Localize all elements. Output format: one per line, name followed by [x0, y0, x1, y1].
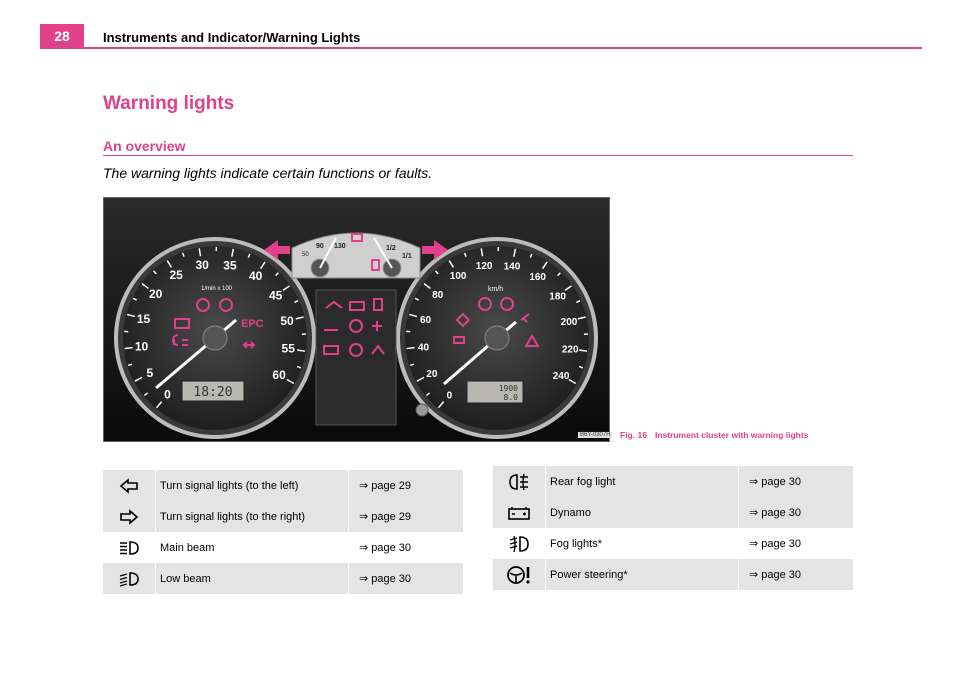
trip-reset-knob: [416, 404, 428, 416]
subsection-rule: [103, 155, 853, 156]
table-row: [103, 563, 463, 594]
tacho-scale-label: 0: [164, 387, 171, 402]
page-reference: ⇒ page 30: [739, 528, 854, 559]
table-row: [493, 528, 853, 559]
table-row: [493, 497, 853, 528]
subsection-title: An overview: [103, 138, 186, 154]
epc-light: EPC: [241, 318, 264, 330]
instrument-cluster-drawing: [104, 198, 609, 441]
battery-icon: [507, 505, 531, 521]
table-row: [103, 470, 463, 501]
turn-left-icon: [119, 478, 139, 494]
low-beam-icon: [118, 571, 140, 587]
page-number: 28: [40, 24, 84, 48]
table-row: [493, 466, 853, 497]
header-title: Instruments and Indicator/Warning Lights: [103, 30, 361, 45]
image-code: B6Y-0307H: [580, 432, 611, 438]
figure-caption: [620, 430, 808, 440]
page-reference: ⇒ page 29: [349, 470, 464, 501]
speedo-scale-label: 140: [503, 261, 521, 273]
speedo-tick: [407, 348, 415, 349]
speedo-scale-label: 0: [446, 390, 453, 402]
fuel-label-full: 1/1: [402, 253, 412, 260]
tacho-scale-label: 40: [248, 269, 263, 284]
speedo-unit: km/h: [488, 286, 504, 293]
page-reference: ⇒ page 30: [739, 497, 854, 528]
center-warning-panel: [316, 290, 396, 425]
section-title: Warning lights: [103, 93, 235, 114]
tacho-scale-label: 30: [195, 258, 209, 273]
figure-caption-text: Instrument cluster with warning lights: [654, 430, 809, 440]
temp-label-130: 130: [334, 243, 346, 250]
rear-fog-icon: [507, 473, 531, 491]
figure-label: Fig. 16: [620, 430, 647, 440]
speedo-scale-label: 60: [419, 314, 432, 326]
tacho-scale-label: 55: [281, 341, 295, 356]
tacho-scale-label: 10: [134, 339, 149, 354]
light-name: Turn signal lights (to the right): [156, 501, 349, 532]
intro-text: The warning lights indicate certain functions or faults.: [103, 165, 433, 181]
light-name: Low beam: [156, 563, 349, 594]
light-name: Fog lights*: [546, 528, 739, 559]
light-name: Dynamo: [546, 497, 739, 528]
clock-display: 18:20: [193, 385, 233, 400]
speedo-scale-label: 220: [561, 344, 579, 356]
odometer-display: 1900: [498, 384, 518, 393]
light-name: Main beam: [156, 532, 349, 563]
page-reference: ⇒ page 30: [739, 466, 854, 497]
table-row: [493, 559, 853, 590]
warning-lights-table-left: [103, 470, 463, 594]
turn-right-icon: [119, 509, 139, 525]
tachometer: [114, 237, 316, 439]
speedo-scale-label: 180: [549, 291, 566, 303]
speedo-scale-label: 160: [529, 272, 547, 284]
page-reference: ⇒ page 30: [349, 532, 464, 563]
tacho-tick: [125, 348, 133, 349]
warning-lights-table-right: [493, 466, 853, 590]
page-reference: ⇒ page 29: [349, 501, 464, 532]
main-beam-icon: [118, 540, 140, 556]
light-name: Turn signal lights (to the left): [156, 470, 349, 501]
speedo-scale-label: 40: [417, 342, 430, 354]
fuel-label-half: 1/2: [386, 245, 396, 252]
temp-label-50: 50: [302, 252, 309, 258]
speedo-scale-label: 100: [449, 271, 467, 283]
tacho-scale-label: 15: [136, 311, 151, 326]
power-steering-icon: [506, 565, 532, 585]
tacho-scale-label: 60: [272, 368, 286, 382]
front-fog-icon: [507, 535, 531, 553]
light-name: Power steering*: [546, 559, 739, 590]
temp-label-90: 90: [316, 243, 324, 250]
tacho-scale-label: 5: [146, 366, 154, 381]
instrument-cluster-figure: [103, 197, 610, 442]
table-row: [103, 532, 463, 563]
speedo-scale-label: 80: [432, 289, 444, 301]
page-reference: ⇒ page 30: [739, 559, 854, 590]
page-reference: ⇒ page 30: [349, 563, 464, 594]
speedo-scale-label: 240: [552, 371, 570, 382]
trip-display: 8.0: [503, 393, 518, 402]
tacho-scale-label: 25: [169, 268, 183, 283]
header-rule: [40, 47, 922, 49]
speedo-scale-label: 200: [560, 316, 578, 328]
tacho-scale-label: 20: [148, 286, 163, 301]
tacho-unit: 1/min x 100: [201, 286, 233, 292]
tacho-scale-label: 45: [268, 288, 283, 303]
speedo-scale-label: 120: [475, 261, 493, 273]
light-name: Rear fog light: [546, 466, 739, 497]
table-row: [103, 501, 463, 532]
tacho-scale-label: 35: [223, 258, 237, 273]
speedo-scale-label: 20: [426, 369, 438, 381]
tacho-scale-label: 50: [280, 313, 294, 328]
